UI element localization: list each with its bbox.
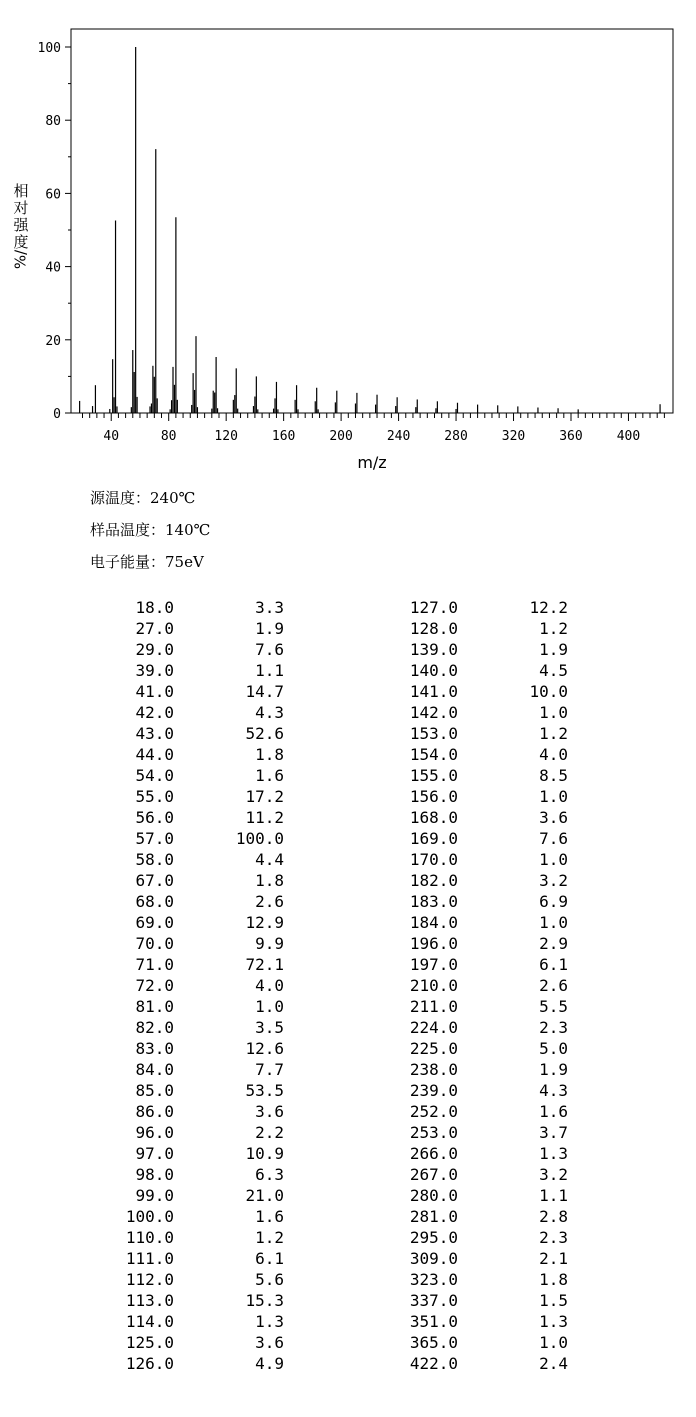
intensity-value: 2.9 [539,934,568,953]
intensity-value: 12.9 [245,913,284,932]
mz-value: 111.0 [125,1249,174,1268]
x-tick-label: 80 [160,429,177,444]
table-row [114,1164,284,1185]
table-row [398,660,568,681]
intensity-value: 11.2 [245,808,284,827]
intensity-value: 100.0 [235,829,284,848]
intensity-value: 17.2 [245,787,284,806]
y-tick-label: 80 [45,114,61,130]
table-row [114,807,284,828]
intensity-value: 4.3 [539,1081,568,1100]
intensity-value: 1.8 [255,871,284,890]
table-row [398,1206,568,1227]
table-row [398,933,568,954]
mz-value: 57.0 [135,829,174,848]
intensity-value: 52.6 [245,724,284,743]
mz-value: 96.0 [135,1123,174,1142]
table-row [114,891,284,912]
y-axis-label-char: 相 [13,182,29,200]
intensity-value: 15.3 [245,1291,284,1310]
mz-value: 56.0 [135,808,174,827]
peak-table-right [398,597,568,1374]
source-temperature-value: 240℃ [150,489,196,507]
x-tick-label: 40 [103,429,120,444]
table-row [398,1038,568,1059]
intensity-value: 1.0 [255,997,284,1016]
intensity-value: 1.1 [255,661,284,680]
intensity-value: 2.6 [255,892,284,911]
table-row [114,849,284,870]
mz-value: 86.0 [135,1102,174,1121]
mz-value: 58.0 [135,850,174,869]
sample-temperature-value: 140℃ [165,521,211,539]
intensity-value: 7.7 [255,1060,284,1079]
mz-value: 139.0 [409,640,458,659]
intensity-value: 5.0 [539,1039,568,1058]
table-row [114,828,284,849]
table-row [114,597,284,618]
x-axis [82,413,664,444]
mz-value: 39.0 [135,661,174,680]
mz-value: 110.0 [125,1228,174,1247]
mz-value: 153.0 [409,724,458,743]
intensity-value: 10.0 [529,682,568,701]
source-temperature-label: 源温度： [90,489,151,507]
table-row [114,1353,284,1374]
mz-value: 43.0 [135,724,174,743]
table-row [398,765,568,786]
table-row [398,1290,568,1311]
mz-value: 210.0 [409,976,458,995]
mz-value: 197.0 [409,955,458,974]
table-row [398,1248,568,1269]
source-temperature [90,487,195,508]
mz-value: 168.0 [409,808,458,827]
intensity-value: 8.5 [539,766,568,785]
mz-value: 99.0 [135,1186,174,1205]
table-row [114,1059,284,1080]
mz-value: 196.0 [409,934,458,953]
table-row [398,1311,568,1332]
mz-value: 365.0 [409,1333,458,1352]
table-row [398,1164,568,1185]
intensity-value: 1.9 [539,1060,568,1079]
sample-temperature [90,519,210,540]
intensity-value: 5.6 [255,1270,284,1289]
intensity-value: 21.0 [245,1186,284,1205]
table-row [114,786,284,807]
mz-value: 42.0 [135,703,174,722]
intensity-value: 12.6 [245,1039,284,1058]
intensity-value: 7.6 [539,829,568,848]
x-tick-label: 400 [616,429,641,444]
table-row [398,1122,568,1143]
x-tick-label: 120 [214,429,238,444]
table-row [114,975,284,996]
mz-value: 252.0 [409,1102,458,1121]
mz-value: 82.0 [135,1018,174,1037]
mz-value: 71.0 [135,955,174,974]
intensity-value: 1.6 [539,1102,568,1121]
x-tick-label: 240 [386,429,411,444]
table-row [398,597,568,618]
plot-frame [71,29,673,413]
mz-value: 267.0 [409,1165,458,1184]
y-tick-label: 100 [37,41,61,56]
table-row [398,618,568,639]
mz-value: 142.0 [409,703,458,722]
sample-temperature-label: 样品温度： [90,521,166,539]
mz-value: 72.0 [135,976,174,995]
intensity-value: 4.9 [255,1354,284,1373]
intensity-value: 1.3 [255,1312,284,1331]
mz-value: 280.0 [409,1186,458,1205]
table-row [114,1290,284,1311]
mz-value: 156.0 [409,787,458,806]
mz-value: 309.0 [409,1249,458,1268]
table-row [398,1080,568,1101]
mz-value: 295.0 [409,1228,458,1247]
intensity-value: 3.6 [255,1102,284,1121]
table-row [114,912,284,933]
table-row [114,1248,284,1269]
table-row [114,1017,284,1038]
intensity-value: 14.7 [245,682,284,701]
y-tick-label: 40 [45,260,61,276]
mz-value: 253.0 [409,1123,458,1142]
x-tick-label: 360 [559,429,583,444]
table-row [398,912,568,933]
table-row [114,618,284,639]
table-row [398,954,568,975]
table-row [114,765,284,786]
table-row [114,639,284,660]
mz-value: 128.0 [409,619,458,638]
intensity-value: 3.3 [255,598,284,617]
table-row [114,1122,284,1143]
intensity-value: 1.0 [539,1333,568,1352]
table-row [114,1227,284,1248]
intensity-value: 2.3 [539,1228,568,1247]
mz-value: 239.0 [409,1081,458,1100]
mz-value: 351.0 [409,1312,458,1331]
intensity-value: 2.3 [539,1018,568,1037]
table-row [398,702,568,723]
mz-value: 55.0 [135,787,174,806]
intensity-value: 53.5 [245,1081,284,1100]
table-row [398,828,568,849]
intensity-value: 2.4 [539,1354,568,1373]
intensity-value: 6.1 [255,1249,284,1268]
table-row [114,1080,284,1101]
table-row [398,1143,568,1164]
intensity-value: 1.2 [539,619,568,638]
table-row [398,891,568,912]
intensity-value: 1.0 [539,913,568,932]
table-row [398,1332,568,1353]
mz-value: 422.0 [409,1354,458,1373]
mz-value: 323.0 [409,1270,458,1289]
table-row [398,1059,568,1080]
mz-value: 69.0 [135,913,174,932]
mz-value: 125.0 [125,1333,174,1352]
mz-value: 67.0 [135,871,174,890]
table-row [114,1311,284,1332]
intensity-value: 1.1 [539,1186,568,1205]
intensity-value: 1.8 [539,1270,568,1289]
intensity-value: 4.0 [539,745,568,764]
intensity-value: 1.9 [255,619,284,638]
mz-value: 141.0 [409,682,458,701]
intensity-value: 1.5 [539,1291,568,1310]
x-axis-label: m/z [357,453,387,472]
table-row [398,639,568,660]
y-tick-label: 0 [53,407,61,422]
y-axis-label-char: 对 [13,199,29,217]
table-row [114,1143,284,1164]
table-row [114,1269,284,1290]
table-row [114,870,284,891]
mz-value: 266.0 [409,1144,458,1163]
mz-value: 155.0 [409,766,458,785]
table-row [114,681,284,702]
intensity-value: 1.2 [539,724,568,743]
peak-table-left [114,597,284,1374]
intensity-value: 5.5 [539,997,568,1016]
mz-value: 84.0 [135,1060,174,1079]
intensity-value: 3.2 [539,1165,568,1184]
intensity-value: 1.0 [539,787,568,806]
table-row [114,1206,284,1227]
table-row [398,996,568,1017]
table-row [398,975,568,996]
intensity-value: 6.9 [539,892,568,911]
intensity-value: 2.1 [539,1249,568,1268]
table-row [398,1269,568,1290]
electron-energy-label: 电子能量： [90,553,166,571]
table-row [114,1101,284,1122]
intensity-value: 12.2 [529,598,568,617]
mz-value: 70.0 [135,934,174,953]
intensity-value: 1.6 [255,766,284,785]
mz-value: 113.0 [125,1291,174,1310]
mz-value: 281.0 [409,1207,458,1226]
intensity-value: 1.0 [539,850,568,869]
mz-value: 127.0 [409,598,458,617]
table-row [398,1185,568,1206]
mz-value: 29.0 [135,640,174,659]
table-row [114,702,284,723]
x-tick-label: 280 [444,429,468,444]
intensity-value: 3.6 [539,808,568,827]
intensity-value: 4.4 [255,850,284,869]
table-row [398,870,568,891]
table-row [398,1017,568,1038]
x-tick-label: 200 [329,429,353,444]
intensity-value: 4.3 [255,703,284,722]
mz-value: 81.0 [135,997,174,1016]
mz-value: 224.0 [409,1018,458,1037]
y-axis [38,41,71,422]
mz-value: 182.0 [409,871,458,890]
mz-value: 183.0 [409,892,458,911]
mz-value: 83.0 [135,1039,174,1058]
table-row [114,1332,284,1353]
intensity-value: 3.5 [255,1018,284,1037]
intensity-value: 1.3 [539,1312,568,1331]
y-axis-label [10,183,32,268]
mz-value: 211.0 [409,997,458,1016]
mz-value: 114.0 [125,1312,174,1331]
y-axis-label-unit: %/ [11,249,30,270]
table-row [398,786,568,807]
intensity-value: 2.8 [539,1207,568,1226]
intensity-value: 3.6 [255,1333,284,1352]
table-row [114,744,284,765]
mz-value: 170.0 [409,850,458,869]
table-row [398,723,568,744]
y-axis-label-char: 度 [13,233,29,251]
table-row [114,1185,284,1206]
intensity-value: 4.5 [539,661,568,680]
intensity-value: 4.0 [255,976,284,995]
table-row [114,954,284,975]
mz-value: 97.0 [135,1144,174,1163]
table-row [114,723,284,744]
mz-value: 85.0 [135,1081,174,1100]
y-tick-label: 20 [45,333,61,349]
table-row [398,1353,568,1374]
peaks [80,47,660,413]
electron-energy [90,551,204,572]
table-row [398,1227,568,1248]
mz-value: 100.0 [125,1207,174,1226]
mz-value: 54.0 [135,766,174,785]
mz-value: 44.0 [135,745,174,764]
mz-value: 238.0 [409,1060,458,1079]
table-row [114,660,284,681]
mz-value: 27.0 [135,619,174,638]
intensity-value: 3.2 [539,871,568,890]
electron-energy-value: 75eV [165,553,204,571]
intensity-value: 1.9 [539,640,568,659]
mz-value: 140.0 [409,661,458,680]
y-tick-label: 60 [45,187,61,203]
intensity-value: 7.6 [255,640,284,659]
intensity-value: 3.7 [539,1123,568,1142]
intensity-value: 6.1 [539,955,568,974]
table-row [398,1101,568,1122]
mz-value: 154.0 [409,745,458,764]
table-row [398,744,568,765]
mz-value: 18.0 [135,598,174,617]
intensity-value: 1.0 [539,703,568,722]
mz-value: 337.0 [409,1291,458,1310]
mz-value: 112.0 [125,1270,174,1289]
intensity-value: 6.3 [255,1165,284,1184]
y-axis-label-char: 强 [13,216,29,234]
mz-value: 68.0 [135,892,174,911]
mz-value: 184.0 [409,913,458,932]
intensity-value: 9.9 [255,934,284,953]
mass-spectrum-chart [0,0,696,480]
table-row [114,996,284,1017]
intensity-value: 10.9 [245,1144,284,1163]
mz-value: 126.0 [125,1354,174,1373]
mz-value: 225.0 [409,1039,458,1058]
intensity-value: 72.1 [245,955,284,974]
table-row [398,681,568,702]
mz-value: 41.0 [135,682,174,701]
intensity-value: 1.2 [255,1228,284,1247]
x-tick-label: 320 [501,429,526,444]
intensity-value: 2.6 [539,976,568,995]
x-tick-label: 160 [271,429,296,444]
mz-value: 98.0 [135,1165,174,1184]
intensity-value: 1.8 [255,745,284,764]
table-row [398,849,568,870]
intensity-value: 1.6 [255,1207,284,1226]
intensity-value: 2.2 [255,1123,284,1142]
table-row [114,1038,284,1059]
table-row [114,933,284,954]
intensity-value: 1.3 [539,1144,568,1163]
mz-value: 169.0 [409,829,458,848]
table-row [398,807,568,828]
